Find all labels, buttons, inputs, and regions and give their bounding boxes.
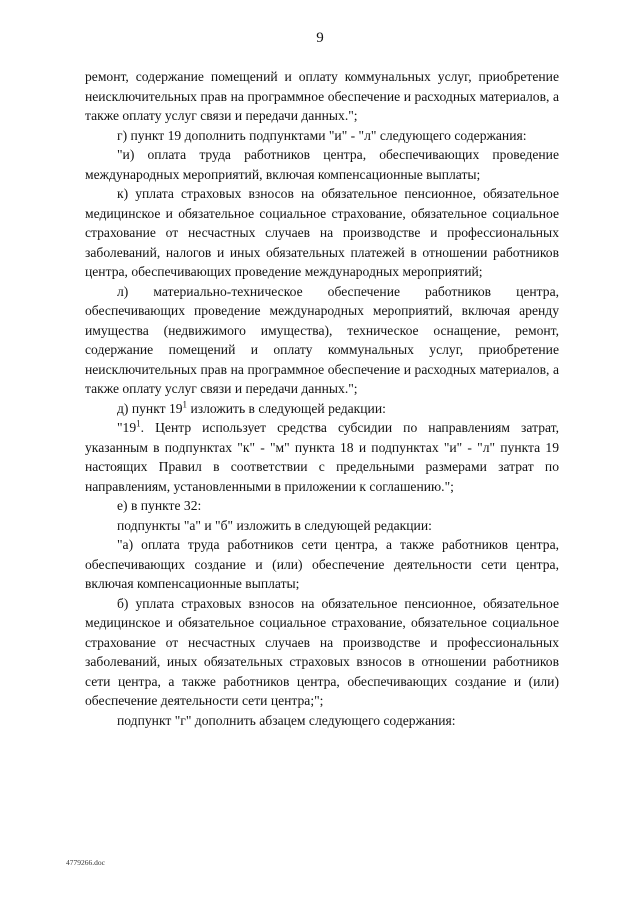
paragraph: е) в пункте 32: xyxy=(117,498,202,513)
page-number: 9 xyxy=(316,30,324,46)
superscript: 1 xyxy=(182,398,188,409)
paragraph: "и) оплата труда работников центра, обеспечивающих проведение международных мероприятий, включая компенсационные выплаты; xyxy=(85,147,559,182)
superscript: 1 xyxy=(136,418,141,429)
paragraph-text: д) пункт 19 xyxy=(117,400,183,416)
paragraph-text: . Центр использует средства субсидии по направлениям затрат, указанным в подпунктах "к" - "м" пункта 18 и подпунктах "и" - "л" пункта 19 настоящих Правил в соответствии с предельными размерами затрат по направлениям, установленными в приложении к соглашению."; xyxy=(85,420,559,494)
paragraph: подпункт "г" дополнить абзацем следующего содержания: xyxy=(117,712,456,728)
paragraph: подпункты "а" и "б" изложить в следующей редакции: xyxy=(117,517,432,533)
paragraph: л) материально-техническое обеспечение работников центра, обеспечивающих проведение международных мероприятий, включая аренду имущества (недвижимого имущества), техническое оснащение, ремонт, содержание помещений и оплату коммунальных услуг, приобретение неисключительных прав на программное обеспечение и расходных материалов, а также оплату услуг связи и передачи данных."; xyxy=(85,283,559,396)
paragraph: г) пункт 19 дополнить подпунктами "и" - "л" следующего содержания: xyxy=(117,127,527,143)
paragraph: к) уплата страховых взносов на обязательное пенсионное, обязательное медицинское и обязательное социальное страхование, обязательное социальное страхование от несчастных случаев на производстве и профессиональных заболеваний, налогов и иных обязательных платежей в отношении работников центра, обеспечивающих проведение международных мероприятий; xyxy=(85,186,559,279)
paragraph-text: "19 xyxy=(117,420,137,435)
paragraph-text: изложить в следующей редакции: xyxy=(187,400,386,416)
paragraph: "а) оплата труда работников сети центра, а также работников центра, обеспечивающих создание и (или) обеспечение деятельности сети центра, включая компенсационные выплаты; xyxy=(85,537,559,591)
paragraph xyxy=(85,399,559,419)
paragraph: б) уплата страховых взносов на обязательное пенсионное, обязательное медицинское и обязательное социальное страхование, обязательное социальное страхование от несчастных случаев на производстве и профессиональных заболеваний, иных обязательных страховых взносов в отношении работников сети центра, а также работников центра, обеспечивающих создание и (или) обеспечение деятельности сети центра;"; xyxy=(85,595,559,708)
document-filename: 4779266.doc xyxy=(66,858,105,867)
paragraph: ремонт, содержание помещений и оплату коммунальных услуг, приобретение неисключительных прав на программное обеспечение и расходных материалов, а также оплату услуг связи и передачи данных."; xyxy=(85,69,559,123)
paragraph xyxy=(85,418,559,496)
document-body xyxy=(85,67,559,730)
